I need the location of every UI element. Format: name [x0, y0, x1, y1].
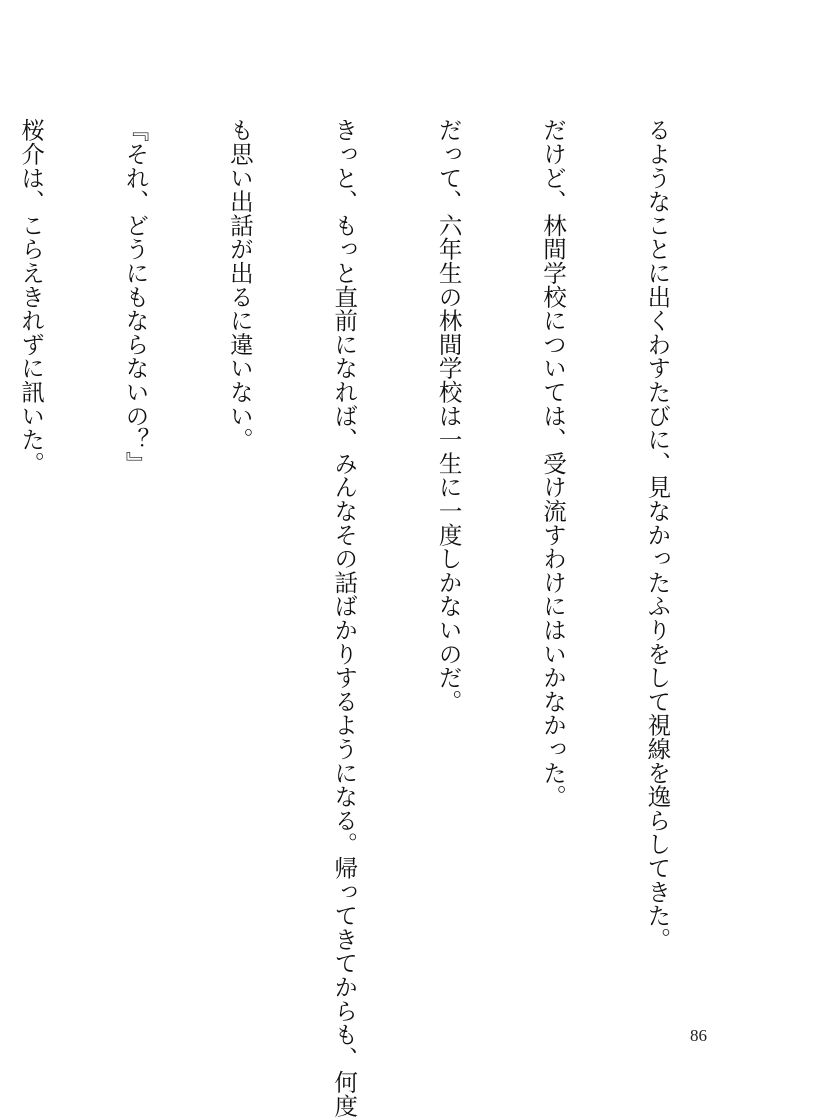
text-line: だって、六年生の林間学校は一生に一度しかないのだ。: [434, 118, 463, 713]
text-line: も思い出話が出るに違いない。: [225, 118, 254, 452]
text-line: るようなことに出くわすたびに、見なかったふりをして視線を逸らしてきた。: [643, 118, 672, 951]
page-number: 86: [690, 1026, 707, 1045]
text-line: だけど、林間学校については、受け流すわけにはいかなかった。: [539, 118, 568, 809]
text-line: 『それ、どうにもならないの？』: [121, 118, 150, 475]
text-line: きっと、もっと直前になれば、みんなその話ばかりするようになる。帰ってきてからも、何度: [330, 118, 359, 1118]
body-text: [0, 118, 744, 1118]
text-line: 桜介は、こらえきれずに訊いた。: [17, 118, 46, 475]
